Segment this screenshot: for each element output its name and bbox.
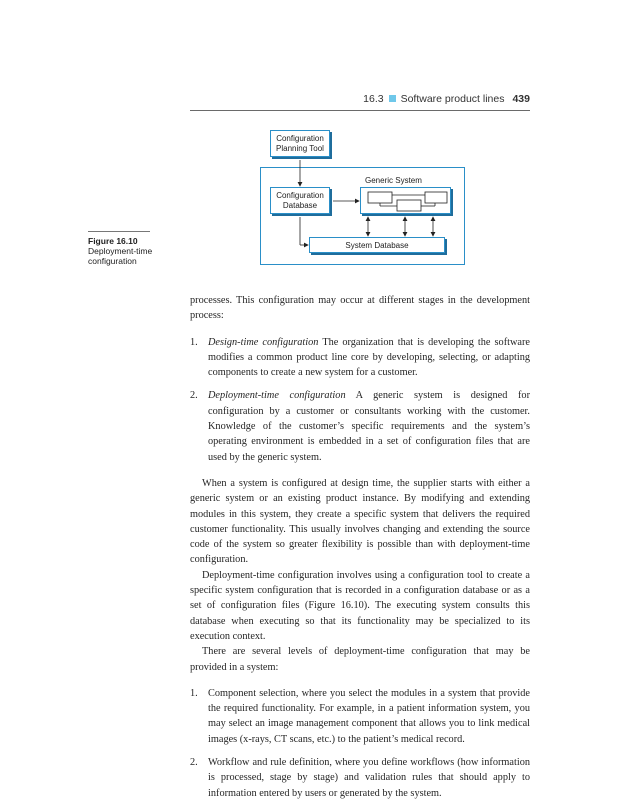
- list-text: A generic system is designed for configuration by a customer or consultants working with the customer. Knowledge of the customer’s specific requirements and the system’s operating environment is embedded in a set of configuration files that are used by the generic system.: [208, 390, 530, 463]
- square-bullet-icon: [389, 95, 396, 102]
- figure-caption-text: Deployment-time configuration: [88, 246, 153, 266]
- list1-item: [190, 335, 530, 381]
- figure-caption: [88, 236, 178, 266]
- list-number: 2.: [190, 390, 198, 402]
- planning-tool-line2: Planning Tool: [276, 144, 324, 153]
- config-db-line1: Configuration: [276, 191, 324, 200]
- list-text: The organization that is developing the software modifies a common product line core by developing, selecting, or adapting components to create a new system for a customer.: [208, 336, 531, 379]
- list1-item: [190, 388, 530, 464]
- list-number: 1.: [190, 687, 198, 699]
- header-rule: [190, 110, 530, 111]
- intro-paragraph: processes. This configuration may occur at different stages in the development process:: [190, 295, 530, 322]
- body-paragraph: Deployment-time configuration involves using a configuration tool to create a specific system configuration that is recorded in a configuration database or as a set of configuration files (Figure 16.10). The executing system consults this database when executing so that its functionality may be specialized to its execution context.: [190, 569, 530, 642]
- list-term: Deployment-time configuration: [208, 390, 346, 402]
- generic-system-label: Generic System: [365, 176, 422, 185]
- list2-item: [190, 686, 530, 747]
- planning-tool-line1: Configuration: [276, 134, 324, 143]
- caption-rule: [88, 231, 150, 232]
- body-paragraph: There are several levels of deployment-time configuration that may be provided in a system:: [190, 646, 530, 673]
- list-text: Component selection, where you select the modules in a system that provide the required functionality. For example, in a patient information system, you may select an image management component that allows you to link medical images (x-rays, CT scans, etc.) to the patient’s medical record.: [208, 687, 530, 745]
- component-box-left: [368, 192, 392, 203]
- running-header: [190, 93, 530, 109]
- config-db-line2: Database: [282, 201, 318, 210]
- list-term: Design-time configuration: [208, 336, 319, 348]
- diagram-connectors: [255, 125, 470, 270]
- main-text: [190, 293, 530, 801]
- figure-number: Figure 16.10: [88, 236, 138, 246]
- section-number: 16.3: [363, 93, 384, 105]
- list-number: 2.: [190, 757, 198, 769]
- list-number: 1.: [190, 336, 198, 348]
- page-number: 439: [512, 93, 530, 105]
- list2-item: [190, 755, 530, 801]
- system-db-label: System Database: [345, 241, 409, 250]
- section-title: Software product lines: [400, 93, 505, 105]
- list-text: Workflow and rule definition, where you define workflows (how information is processed, stage by stage) and validation rules that should apply to information entered by users or generated by the system.: [208, 757, 530, 799]
- component-box-right: [425, 192, 447, 203]
- figure-diagram: [255, 125, 470, 270]
- body-paragraph: When a system is configured at design time, the supplier starts with either a generic system or an existing product instance. By modifying and extending modules in this system, they create a specific system that delivers the required customer functionality. This usually involves changing and extending the source code of the system so greater flexibility is possible than with deployment-time configuration.: [190, 477, 530, 566]
- component-box-middle: [397, 200, 421, 211]
